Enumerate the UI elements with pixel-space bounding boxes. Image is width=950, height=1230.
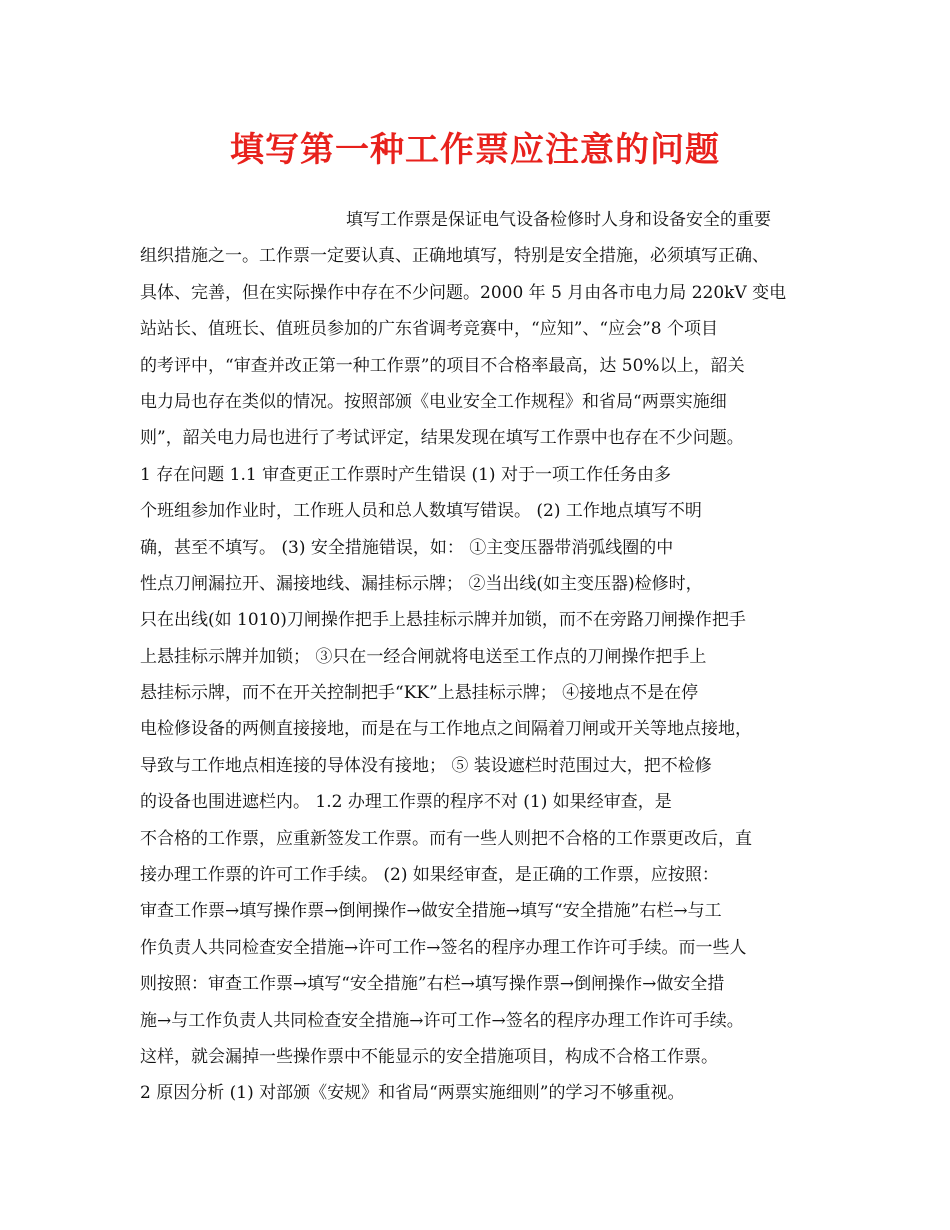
body-line: 的考评中，“审查并改正第一种工作票”的项目不合格率最高，达 50%以上，韶关 bbox=[140, 355, 745, 376]
body-line: 的设备也围进遮栏内。 1.2 办理工作票的程序不对 (1) 如果经审查，是 bbox=[140, 792, 672, 813]
body-line: 2 原因分析 (1) 对部颁《安规》和省局“两票实施细则”的学习不够重视。 bbox=[140, 1083, 685, 1104]
body-line: 施→与工作负责人共同检查安全措施→许可工作→签名的程序办理工作许可手续。 bbox=[140, 1010, 744, 1031]
body-line: 站站长、值班长、值班员参加的广东省调考竞赛中，“应知”、“应会”8 个项目 bbox=[140, 319, 718, 340]
body-line: 组织措施之一。工作票一定要认真、正确地填写，特别是安全措施，必须填写正确、 bbox=[140, 246, 769, 267]
body-line: 不合格的工作票，应重新签发工作票。而有一些人则把不合格的工作票更改后，直 bbox=[140, 828, 752, 849]
body-line: 则按照：审查工作票→填写“安全措施”右栏→填写操作票→倒闸操作→做安全措 bbox=[140, 974, 725, 995]
body-line: 1 存在问题 1.1 审查更正工作票时产生错误 (1) 对于一项工作任务由多 bbox=[140, 464, 671, 485]
body-line: 性点刀闸漏拉开、漏接地线、漏挂标示牌； ②当出线(如主变压器)检修时， bbox=[140, 573, 703, 594]
body-line: 电检修设备的两侧直接接地，而是在与工作地点之间隔着刀闸或开关等地点接地， bbox=[140, 719, 752, 740]
body-line: 确，甚至不填写。 (3) 安全措施错误，如： ①主变压器带消弧线圈的中 bbox=[140, 537, 674, 558]
body-line: 填写工作票是保证电气设备检修时人身和设备安全的重要 bbox=[346, 210, 771, 230]
body-line: 导致与工作地点相连接的导体没有接地； ⑤ 装设遮栏时范围过大，把不检修 bbox=[140, 755, 712, 776]
body-line: 接办理工作票的许可工作手续。 (2) 如果经审查，是正确的工作票，应按照： bbox=[140, 865, 719, 886]
body-line: 个班组参加作业时，工作班人员和总人数填写错误。 (2) 工作地点填写不明 bbox=[140, 501, 702, 522]
body-line: 则”，韶关电力局也进行了考试评定，结果发现在填写工作票中也存在不少问题。 bbox=[140, 428, 744, 449]
body-line: 电力局也存在类似的情况。按照部颁《电业安全工作规程》和省局“两票实施细 bbox=[140, 391, 727, 412]
body-line: 只在出线(如 1010)刀闸操作把手上悬挂标示牌并加锁，而不在旁路刀闸操作把手 bbox=[140, 610, 746, 631]
document-title: 填写第一种工作票应注意的问题 bbox=[230, 130, 720, 170]
body-line: 悬挂标示牌，而不在开关控制把手“KK”上悬挂标示牌； ④接地点不是在停 bbox=[140, 683, 699, 704]
body-line: 审查工作票→填写操作票→倒闸操作→做安全措施→填写“安全措施”右栏→与工 bbox=[140, 901, 722, 922]
body-line: 上悬挂标示牌并加锁； ③只在一经合闸就将电送至工作点的刀闸操作把手上 bbox=[140, 646, 707, 667]
body-line: 这样，就会漏掉一些操作票中不能显示的安全措施项目，构成不合格工作票。 bbox=[140, 1046, 718, 1067]
body-line: 作负责人共同检查安全措施→许可工作→签名的程序办理工作许可手续。而一些人 bbox=[140, 937, 747, 958]
body-line: 具体、完善，但在实际操作中存在不少问题。2000 年 5 月由各市电力局 220kV 变电 bbox=[140, 282, 787, 303]
document-body bbox=[140, 202, 830, 1112]
